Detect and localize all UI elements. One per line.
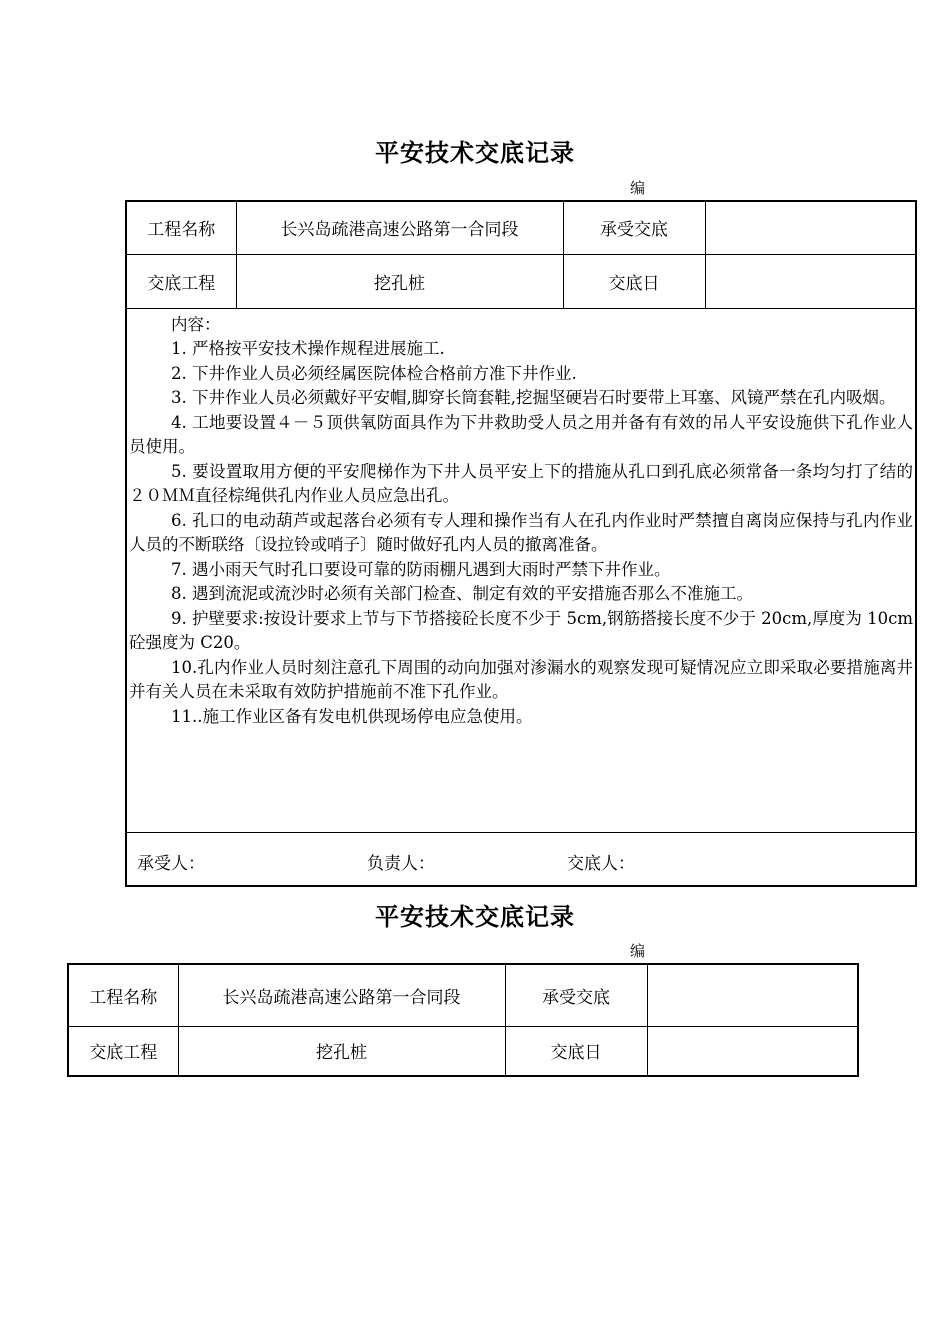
content-item-11: 11..施工作业区备有发电机供现场停电应急使用。: [171, 706, 533, 726]
record2-item-name: 挖孔桩: [178, 1026, 505, 1076]
record1-label-date: 交底日: [563, 254, 705, 308]
content-item-9: 9. 护壁要求:按设计要求上节与下节搭接砼长度不少于 5cm,钢筋搭接长度不少于 20cm,厚度为 10cm 砼强度为 C20。: [129, 608, 913, 652]
signature-responsible: 负责人：: [367, 853, 435, 874]
content-item-8: 8. 遇到流泥或流沙时必须有关部门检查、制定有效的平安措施否那么不准施工。: [171, 584, 753, 603]
signature-discloser: 交底人：: [567, 853, 635, 874]
record2-label-receive: 承受交底: [505, 964, 647, 1026]
record2-table: [67, 963, 859, 1077]
record1-serial-label: 编: [630, 179, 646, 197]
record2-title: 平安技术交底记录: [375, 902, 575, 931]
content-item-4: 4. 工地要设置４－５顶供氧防面具作为下井救助受人员之用并备有有效的吊人平安设施供下孔作业人员使用。: [129, 412, 913, 456]
record2-date-value: [647, 1026, 858, 1076]
content-item-5: 5. 要设置取用方便的平安爬梯作为下井人员平安上下的措施从孔口到孔底必须常备一条均匀打了结的２０ＭＭ直径棕绳供孔内作业人员应急出孔。: [129, 461, 913, 505]
record2-project-name: 长兴岛疏港高速公路第一合同段: [178, 964, 505, 1026]
record2-receive-value: [647, 964, 858, 1026]
record1-date-value: [705, 254, 916, 308]
record1-label-item: 交底工程: [126, 254, 236, 308]
record1-signature-row: [126, 832, 916, 886]
record1-table: [125, 200, 917, 887]
record1-title: 平安技术交底记录: [375, 138, 575, 167]
record1-project-name: 长兴岛疏港高速公路第一合同段: [236, 201, 563, 254]
content-item-1: 1. 严格按平安技术操作规程进展施工.: [171, 339, 445, 358]
content-heading: 内容：: [171, 314, 221, 334]
content-item-2: 2. 下井作业人员必须经属医院体检合格前方准下井作业.: [171, 363, 577, 383]
content-item-3: 3. 下井作业人员必须戴好平安帽,脚穿长筒套鞋,挖掘坚硬岩石时要带上耳塞、风镜严禁在孔内吸烟。: [171, 388, 896, 407]
record2-label-date: 交底日: [505, 1026, 647, 1076]
record1-content: [127, 309, 915, 730]
record1-receive-value: [705, 201, 916, 254]
content-item-10: 10.孔内作业人员时刻注意孔下周围的动向加强对渗漏水的观察发现可疑情况应立即采取必要措施离井并有关人员在未采取有效防护措施前不准下孔作业。: [129, 657, 913, 701]
record1-label-receive: 承受交底: [563, 201, 705, 254]
record2-label-item: 交底工程: [68, 1026, 178, 1076]
record2-serial-label: 编: [630, 942, 646, 960]
record1-label-project: 工程名称: [126, 201, 236, 254]
record1-item-name: 挖孔桩: [236, 254, 563, 308]
content-item-7: 7. 遇小雨天气时孔口要设可靠的防雨棚凡遇到大雨时严禁下井作业。: [171, 559, 671, 579]
record1-content-cell: [126, 308, 916, 832]
signature-receiver: 承受人：: [137, 853, 205, 874]
content-item-6: 6. 孔口的电动葫芦或起落台必须有专人理和操作当有人在孔内作业时严禁擅自离岗应保持与孔内作业人员的不断联络〔设拉铃或哨子〕随时做好孔内人员的撤离准备。: [129, 510, 913, 554]
record2-label-project: 工程名称: [68, 964, 178, 1026]
